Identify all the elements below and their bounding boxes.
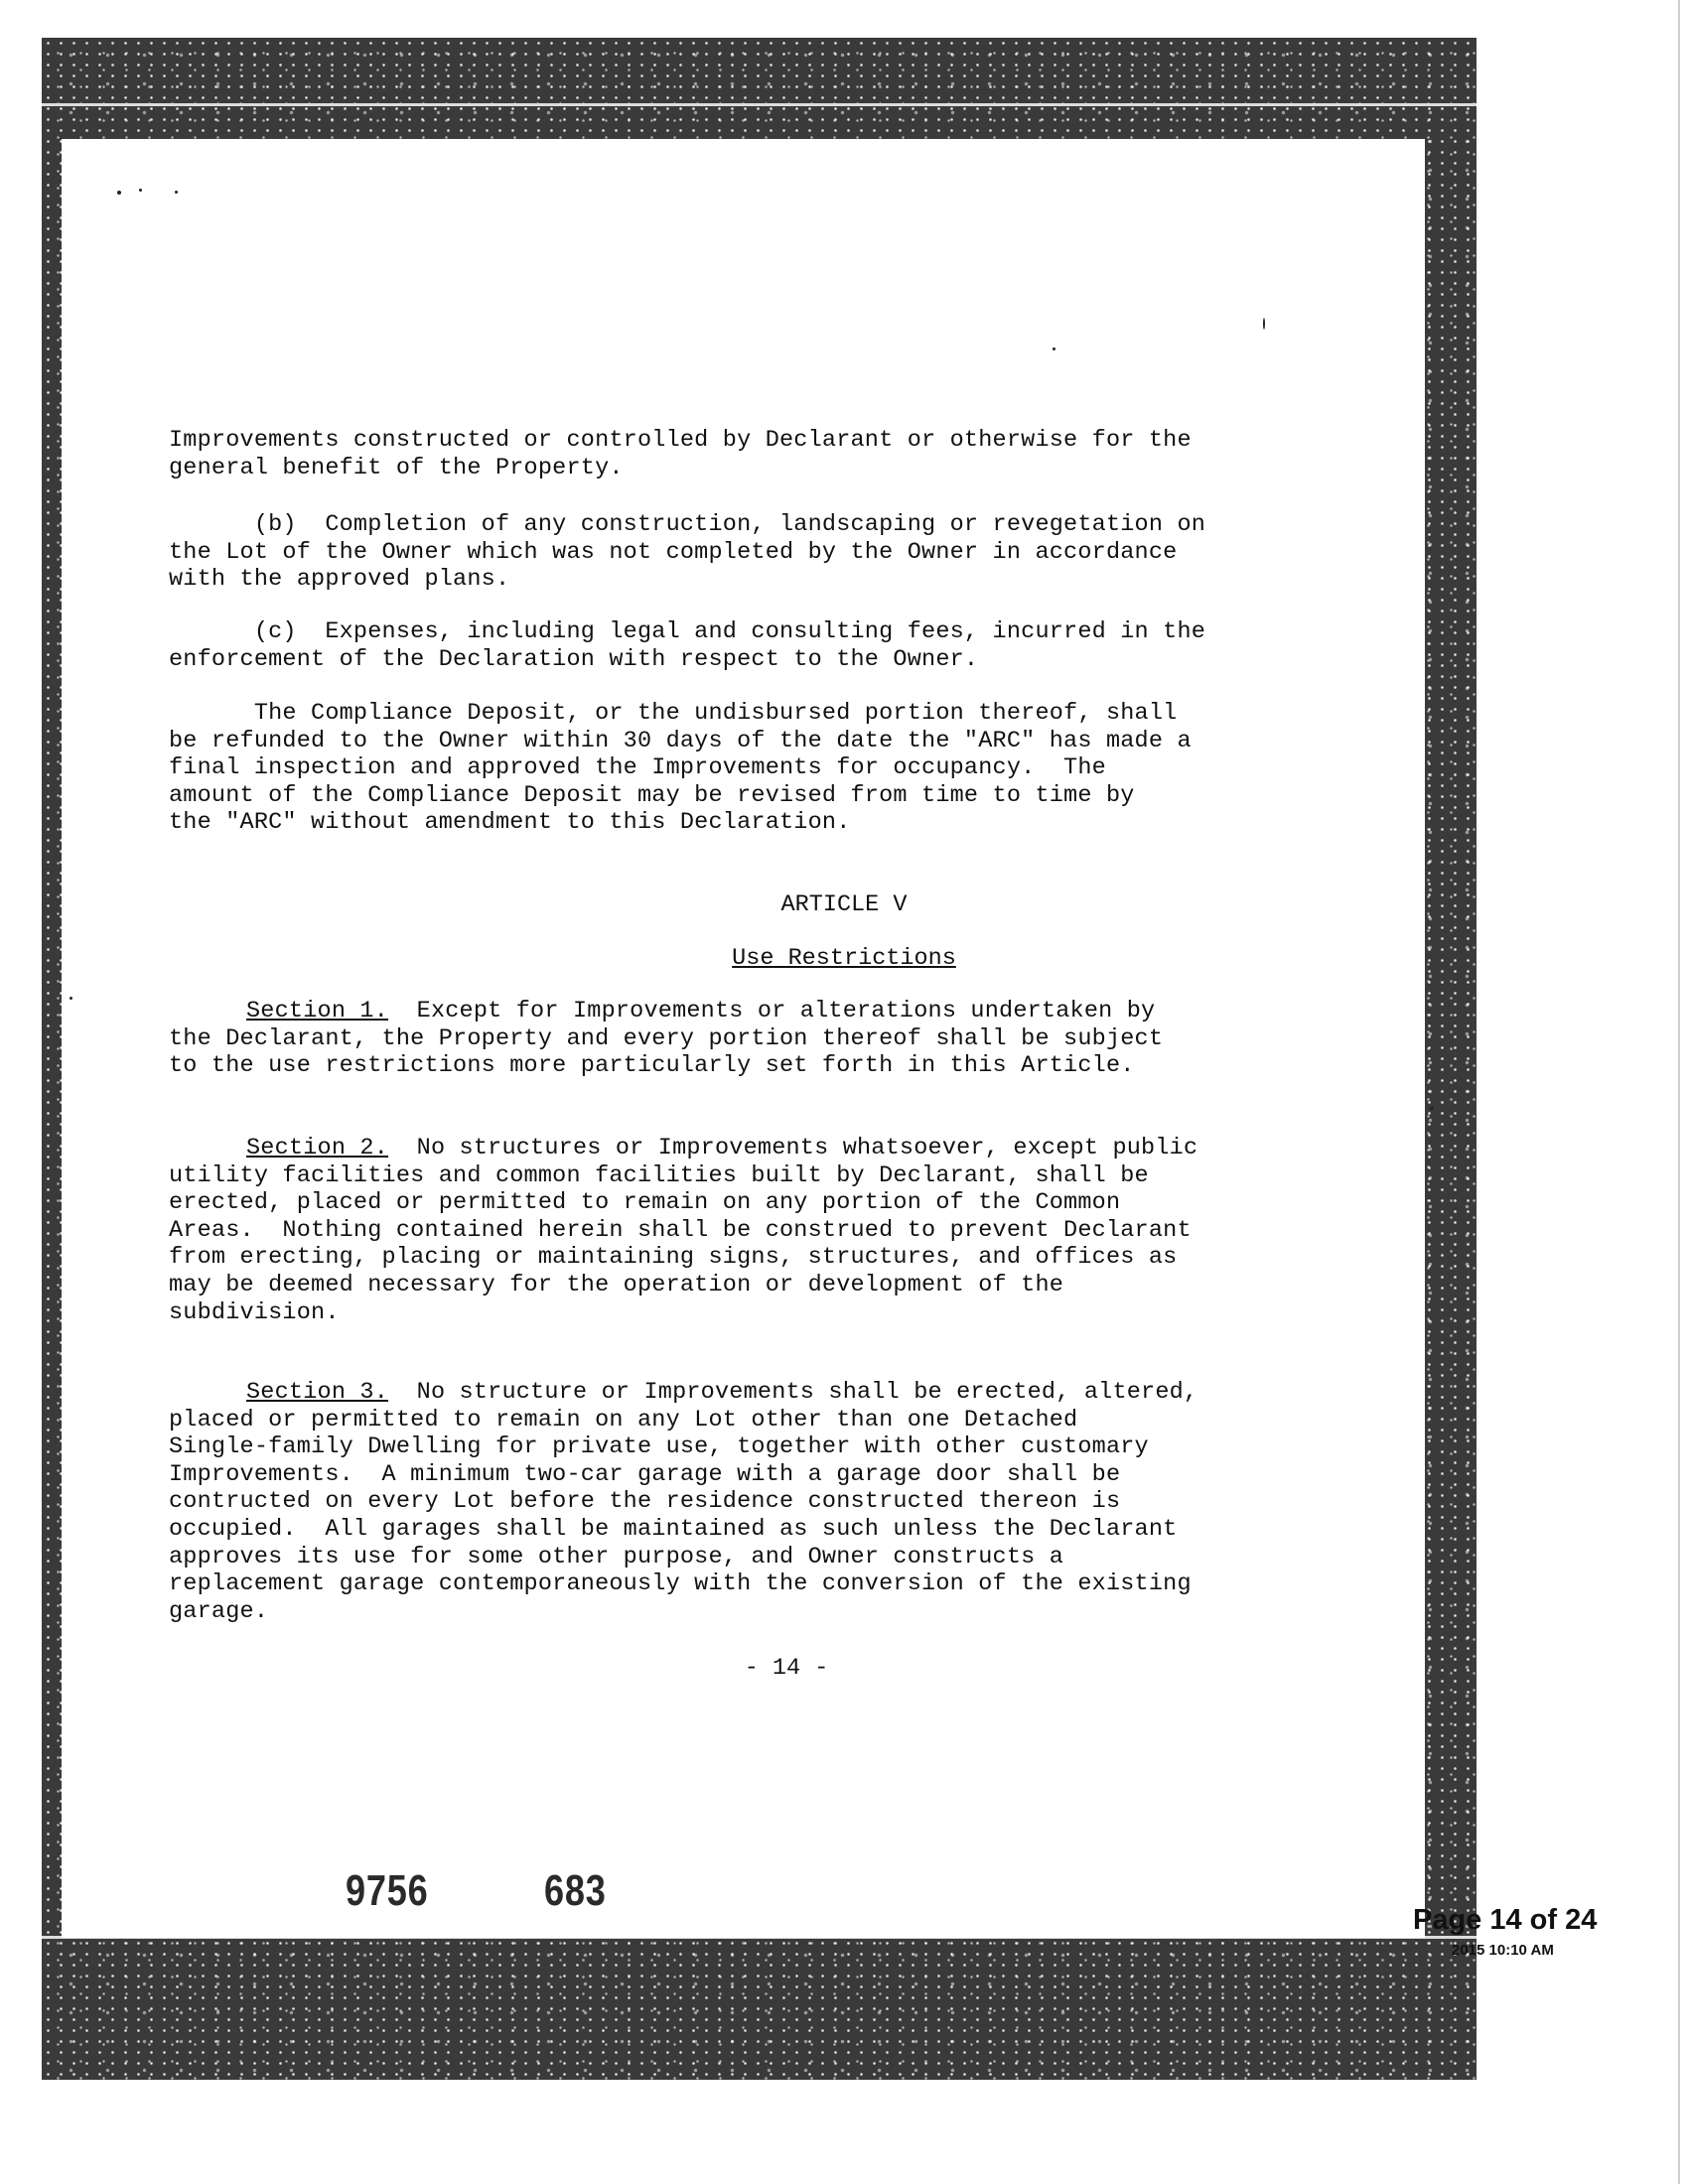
- paragraph-compliance-deposit: The Compliance Deposit, or the undisbursed portion thereof, shall be refunded to the Owner within 30 days of the date the "ARC" has made a final inspection and approved the Improvements for occupancy. The amount of the Compliance Deposit may be revised from time to time by the "ARC" without amendment to this Declaration.: [169, 700, 1192, 837]
- paragraph-improvements: Improvements constructed or controlled by Declarant or otherwise for the general benefit of the Property.: [169, 427, 1192, 481]
- scan-frame-line-top: [42, 103, 1477, 106]
- section-2: [169, 1135, 1197, 1326]
- section-1-text: Except for Improvements or alterations undertaken by the Declarant, the Property and every portion thereof shall be subject to the use restrictions more particularly set forth in this Article.: [169, 998, 1164, 1080]
- section-2-text: No structures or Improvements whatsoever, except public utility facilities and common facilities built by Declarant, shall be erected, placed or permitted to remain on any portion of the Common Areas. Nothing contained herein shall be construed to prevent Declarant from erecting, placing or maintaining signs, structures, and offices as may be deemed necessary for the operation or development of the subdivision.: [169, 1135, 1198, 1326]
- scan-speck: [70, 997, 72, 1000]
- recording-page-number: 683: [544, 1866, 607, 1915]
- section-3-label: Section 3.: [246, 1379, 389, 1406]
- viewer-timestamp: 2015 10:10 AM: [1452, 1942, 1554, 1959]
- page-edge-line: [1678, 0, 1680, 2184]
- paragraph-b: (b) Completion of any construction, landscaping or revegetation on the Lot of the Owner which was not completed by the Owner in accordance with the approved plans.: [169, 511, 1206, 594]
- section-2-label: Section 2.: [246, 1135, 389, 1161]
- scan-speck: [1263, 318, 1265, 330]
- scan-speck: [117, 191, 121, 195]
- section-3: [169, 1379, 1197, 1625]
- scan-speck: [175, 191, 178, 194]
- page-number: - 14 -: [744, 1655, 829, 1682]
- section-1-label: Section 1.: [246, 998, 389, 1024]
- scan-speck: [1053, 347, 1055, 350]
- paragraph-c: (c) Expenses, including legal and consulting fees, incurred in the enforcement of the Declaration with respect to the Owner.: [169, 618, 1206, 673]
- article-heading: ARTICLE V: [780, 891, 908, 918]
- scan-speck: [1430, 1107, 1434, 1110]
- article-subheading: Use Restrictions: [732, 945, 956, 972]
- recording-book-number: 9756: [346, 1866, 429, 1915]
- viewer-page-counter: Page 14 of 24: [1413, 1904, 1598, 1936]
- section-1: [169, 998, 1163, 1080]
- section-3-text: No structure or Improvements shall be erected, altered, placed or permitted to remain on any Lot other than one Detached Single-family Dwelling for private use, together with other customary Improvements. A minimum two-car garage with a garage door shall be contructed on every Lot before the residence constructed thereon is occupied. All garages shall be maintained as such unless the Declarant approves its use for some other purpose, and Owner constructs a replacement garage contemporaneously with the conversion of the existing garage.: [169, 1379, 1198, 1625]
- scan-speck: [139, 189, 142, 192]
